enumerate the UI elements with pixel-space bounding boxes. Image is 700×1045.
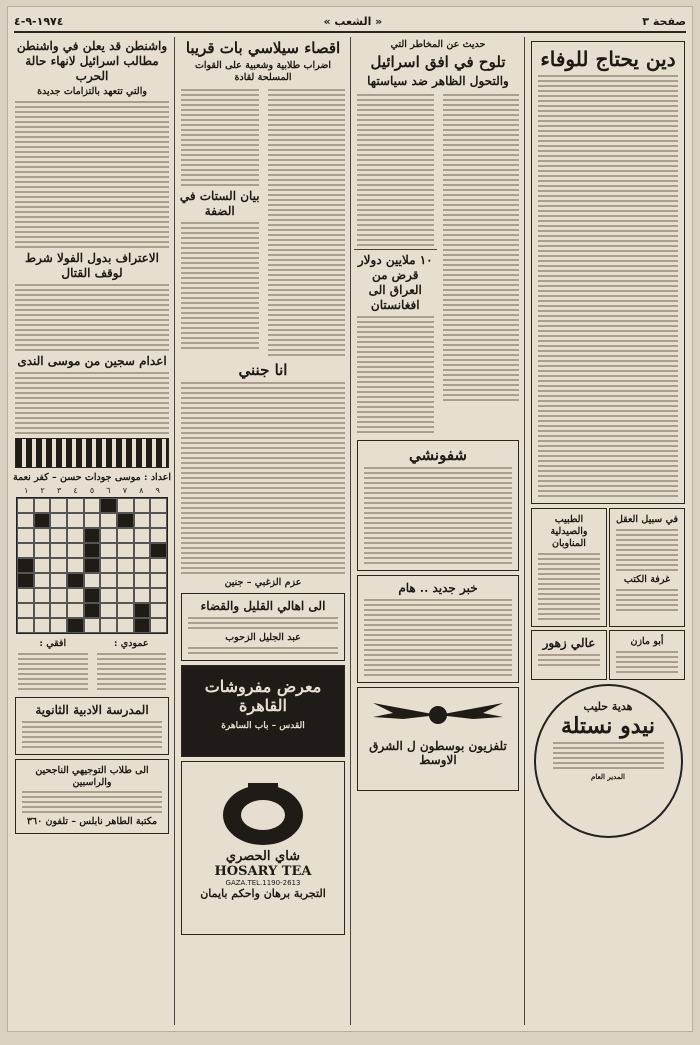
thanks-notice: [181, 593, 345, 661]
important-news-text: [361, 599, 515, 676]
ana-jenini-signature: عزم الزغبي – جنين: [224, 577, 302, 589]
crossword-cell: [84, 603, 101, 618]
crossword-cell: [100, 528, 117, 543]
headline-recognition: الاعتراف بدول الفولا شرط لوقف القتال: [25, 250, 159, 280]
crossword-cell: [134, 603, 151, 618]
crossword-cell: [50, 528, 67, 543]
shofonshi-text: [361, 467, 515, 564]
nido-ad-signature: المدير العام: [591, 771, 625, 781]
crossword-cell: [150, 528, 167, 543]
students-ad-footer: مكتبة الطاهر نابلس – تلفون ٣٦٠: [26, 816, 158, 828]
nido-ad-kicker: هدية حليب: [583, 699, 633, 713]
crossword-cell: [67, 498, 84, 513]
washington-article: [12, 101, 172, 248]
women-statement-text: [178, 222, 262, 349]
subheadline-policy-shift: والتحول الظاهر ضد سياستها: [367, 73, 509, 88]
column-3: [178, 37, 348, 1025]
notice-abu-mazen-text: [613, 651, 681, 673]
crossword-cell: [134, 543, 151, 558]
lead-article-box: [531, 41, 685, 504]
masthead: [14, 11, 686, 33]
school-ad-text: [19, 721, 165, 748]
crossword-cell: [34, 543, 51, 558]
crossword-cell: [17, 588, 34, 603]
books-text: [613, 589, 681, 611]
crossword-cell: [100, 573, 117, 588]
crossword-grid: [16, 497, 168, 634]
crossword-cell: [17, 603, 34, 618]
students-ad-title: الى طلاب التوجيهي الناجحين والراسبين: [35, 764, 149, 788]
tea-kettle-icon: [218, 769, 308, 849]
crossword-cell: [50, 618, 67, 633]
notice-flowers-title: عالي زهور: [542, 635, 596, 650]
crossword-cell: [67, 558, 84, 573]
students-ad-text: [19, 791, 165, 813]
crossword-cell: [134, 513, 151, 528]
tea-ad-english: HOSARY TEA: [214, 864, 312, 879]
crossword-cell: [84, 543, 101, 558]
execution-text: [12, 372, 172, 434]
divider: [354, 249, 437, 250]
column-2: [354, 37, 522, 1025]
crossword-number: ٦: [106, 485, 111, 495]
clues-across: [15, 636, 91, 693]
crossword-cell: [150, 588, 167, 603]
crossword-cell: [117, 573, 134, 588]
tv-ad: [357, 687, 519, 791]
tea-ad-arabic: شاي الحصري: [225, 849, 301, 864]
headline-debt: دين يحتاج للوفاء: [540, 47, 676, 71]
subheadline-commitments: والتي تتعهد بالتزامات جديدة: [37, 86, 147, 97]
crossword-banner: [15, 438, 169, 468]
crossword-cell: [134, 528, 151, 543]
crossword-number: ٧: [122, 485, 127, 495]
crossword-cell: [117, 603, 134, 618]
tea-ad-slogan: التجربة برهان واحكم بايمان: [200, 887, 326, 900]
crossword-cell: [134, 588, 151, 603]
side-notice-title: في سبيل العقل: [615, 514, 679, 525]
crossword-cell: [17, 498, 34, 513]
crossword-cell: [67, 528, 84, 543]
clinic-title: الطبيب والصيدلية المناوبان: [550, 514, 588, 549]
crossword-number: ٢: [40, 485, 45, 495]
crossword-cell: [50, 498, 67, 513]
issue-date: ١٩٧٤-٩-٤: [14, 14, 64, 28]
paper-name: « الشعب »: [323, 14, 383, 28]
thanks-notice-footer: [185, 647, 341, 654]
crossword-cell: [17, 513, 34, 528]
crossword-cell: [34, 588, 51, 603]
crossword-cell: [117, 498, 134, 513]
crossword-cell: [34, 558, 51, 573]
school-ad-title: المدرسة الادبية الثانوية: [35, 702, 149, 717]
crossword-cell: [67, 618, 84, 633]
crossword-cell: [84, 588, 101, 603]
thanks-notice-name: عبد الجليل الزحوب: [225, 632, 301, 644]
column-rule: [174, 37, 175, 1025]
headline-selassie: اقصاء سيلاسي بات قريبا: [185, 39, 341, 57]
notice-abu-mazen: [609, 630, 685, 680]
important-news-box: [357, 575, 519, 683]
headline-execution: اعدام سجين من موسى الندى: [17, 353, 167, 368]
thanks-notice-title: الى اهالي القليل والقضاء: [200, 599, 326, 614]
crossword-cell: [150, 573, 167, 588]
crossword-cell: [50, 543, 67, 558]
crossword-cell: [150, 513, 167, 528]
israel-article-right: [354, 94, 437, 246]
crossword-cell: [50, 573, 67, 588]
crossword-cell: [117, 588, 134, 603]
recognition-text: [12, 284, 172, 351]
crossword-number: ٩: [155, 485, 160, 495]
crossword-cell: [150, 603, 167, 618]
crossword-cell: [117, 543, 134, 558]
crossword-cell: [67, 603, 84, 618]
column-rule: [524, 37, 525, 1025]
crossword-cell: [34, 573, 51, 588]
crossword-cell: [84, 558, 101, 573]
crossword-number: ١: [24, 485, 29, 495]
selassie-article-right-wrap: [178, 86, 262, 359]
crossword-cell: [34, 618, 51, 633]
wings-logo-icon: [363, 695, 513, 735]
side-notice-text: [613, 529, 681, 571]
article-text: [535, 75, 681, 497]
headline-iraq-loan: ١٠ ملايين دولار قرض من العراق الى افغانستان: [357, 252, 433, 312]
crossword-cell: [150, 558, 167, 573]
box-title-books: غرفة الكتب: [623, 573, 671, 585]
crossword-cell: [84, 573, 101, 588]
tv-ad-text: تلفزيون بوسطون ل الشرق الاوسط: [369, 739, 507, 768]
crossword-cell: [84, 618, 101, 633]
crossword-cell: [34, 498, 51, 513]
crossword-cell: [117, 513, 134, 528]
headline-women-statement: بيان الستات في الضفة: [179, 188, 260, 218]
crossword-cell: [34, 603, 51, 618]
crossword-cell: [134, 498, 151, 513]
headline-ana-jenini: انا جنني: [238, 360, 288, 379]
clinic-text: [535, 553, 603, 620]
crossword-cell: [134, 558, 151, 573]
crossword-column-numbers: [18, 486, 166, 495]
furniture-ad-title: معرض مفروشات القاهرة: [204, 677, 322, 715]
school-ad: [15, 697, 169, 755]
crossword-cell: [134, 573, 151, 588]
crossword-number: ٨: [139, 485, 144, 495]
clues-down-label: عمودي :: [113, 637, 149, 649]
israel-article-left: [440, 91, 523, 436]
notice-abu-mazen-title: أبو مازن: [630, 635, 664, 647]
crossword-cell: [67, 513, 84, 528]
kicker-dangers: حديث عن المخاطر التي: [390, 39, 486, 50]
important-news-title: خبر جديد .. هام: [398, 581, 478, 596]
column-4: [12, 37, 172, 1025]
crossword-cell: [117, 528, 134, 543]
column-1: [528, 37, 688, 1025]
nido-ad-title: نيدو نستلة: [560, 712, 656, 739]
crossword-cell: [100, 513, 117, 528]
crossword-number: ٤: [73, 485, 78, 495]
crossword-cell: [50, 588, 67, 603]
crossword-cell: [134, 618, 151, 633]
crossword-cell: [67, 573, 84, 588]
crossword-cell: [117, 558, 134, 573]
crossword-cell: [100, 588, 117, 603]
crossword-cell: [17, 618, 34, 633]
crossword-cell: [67, 588, 84, 603]
page-label: صفحة ٣: [642, 14, 686, 28]
crossword-cell: [150, 618, 167, 633]
crossword-author: اعداد : موسى جودات حسن – كفر نعمة: [12, 471, 171, 483]
crossword-cell: [50, 603, 67, 618]
crossword-cell: [100, 558, 117, 573]
crossword-cell: [34, 513, 51, 528]
crossword-cell: [17, 558, 34, 573]
crossword-cell: [84, 528, 101, 543]
notice-flowers-text: [535, 654, 603, 666]
crossword-cell: [100, 618, 117, 633]
crossword-cell: [34, 528, 51, 543]
headline-washington: واشنطن قد يعلن في واشنطن مطالب اسرائيل لانهاء حالة الحرب: [16, 39, 168, 83]
selassie-article-left: [265, 89, 349, 356]
students-ad: [15, 759, 169, 835]
nido-ad: [534, 684, 683, 838]
crossword-cell: [150, 498, 167, 513]
selassie-article-left-wrap: [265, 86, 349, 359]
selassie-article-right: [178, 89, 262, 186]
subheadline-strikes: اضراب طلابية وشعبية على القوات المسلحة لقادة: [194, 59, 332, 83]
nido-ad-text: [550, 742, 667, 769]
furniture-ad-address: القدس – باب الساهرة: [221, 721, 305, 731]
hosary-tea-ad: [181, 761, 345, 935]
side-notice: [609, 508, 685, 627]
crossword-cell: [100, 543, 117, 558]
crossword-number: ٥: [89, 485, 95, 495]
furniture-ad: [181, 665, 345, 757]
clues-down: [94, 636, 170, 693]
clinic-box: [531, 508, 607, 627]
crossword-cell: [100, 603, 117, 618]
shofonshi-box: [357, 440, 519, 572]
crossword-cell: [17, 573, 34, 588]
clues-across-label: افقي :: [39, 637, 67, 649]
shofonshi-title: شفونشي: [409, 445, 467, 464]
column-rule: [350, 37, 351, 1025]
clues-down-list: [94, 653, 170, 690]
newspaper-page: [8, 7, 692, 1031]
clues-across-list: [15, 653, 91, 690]
thanks-notice-text: [185, 617, 341, 629]
crossword-cell: [17, 543, 34, 558]
tea-ad-phone: GAZA.TEL.1190-2613: [225, 879, 301, 887]
crossword-cell: [17, 528, 34, 543]
crossword-cell: [84, 513, 101, 528]
israel-article-right-wrap: [354, 91, 437, 436]
crossword-cell: [100, 498, 117, 513]
crossword-cell: [67, 543, 84, 558]
crossword-cell: [117, 618, 134, 633]
crossword-cell: [50, 513, 67, 528]
ana-jenini-text: [178, 382, 348, 574]
crossword-cell: [150, 543, 167, 558]
notice-flowers: [531, 630, 607, 680]
iraq-loan-text: [354, 316, 437, 433]
crossword-cell: [84, 498, 101, 513]
crossword-number: ٣: [56, 485, 62, 495]
headline-israel-horizon: تلوح في افق اسرائيل: [370, 52, 506, 71]
crossword-cell: [50, 558, 67, 573]
